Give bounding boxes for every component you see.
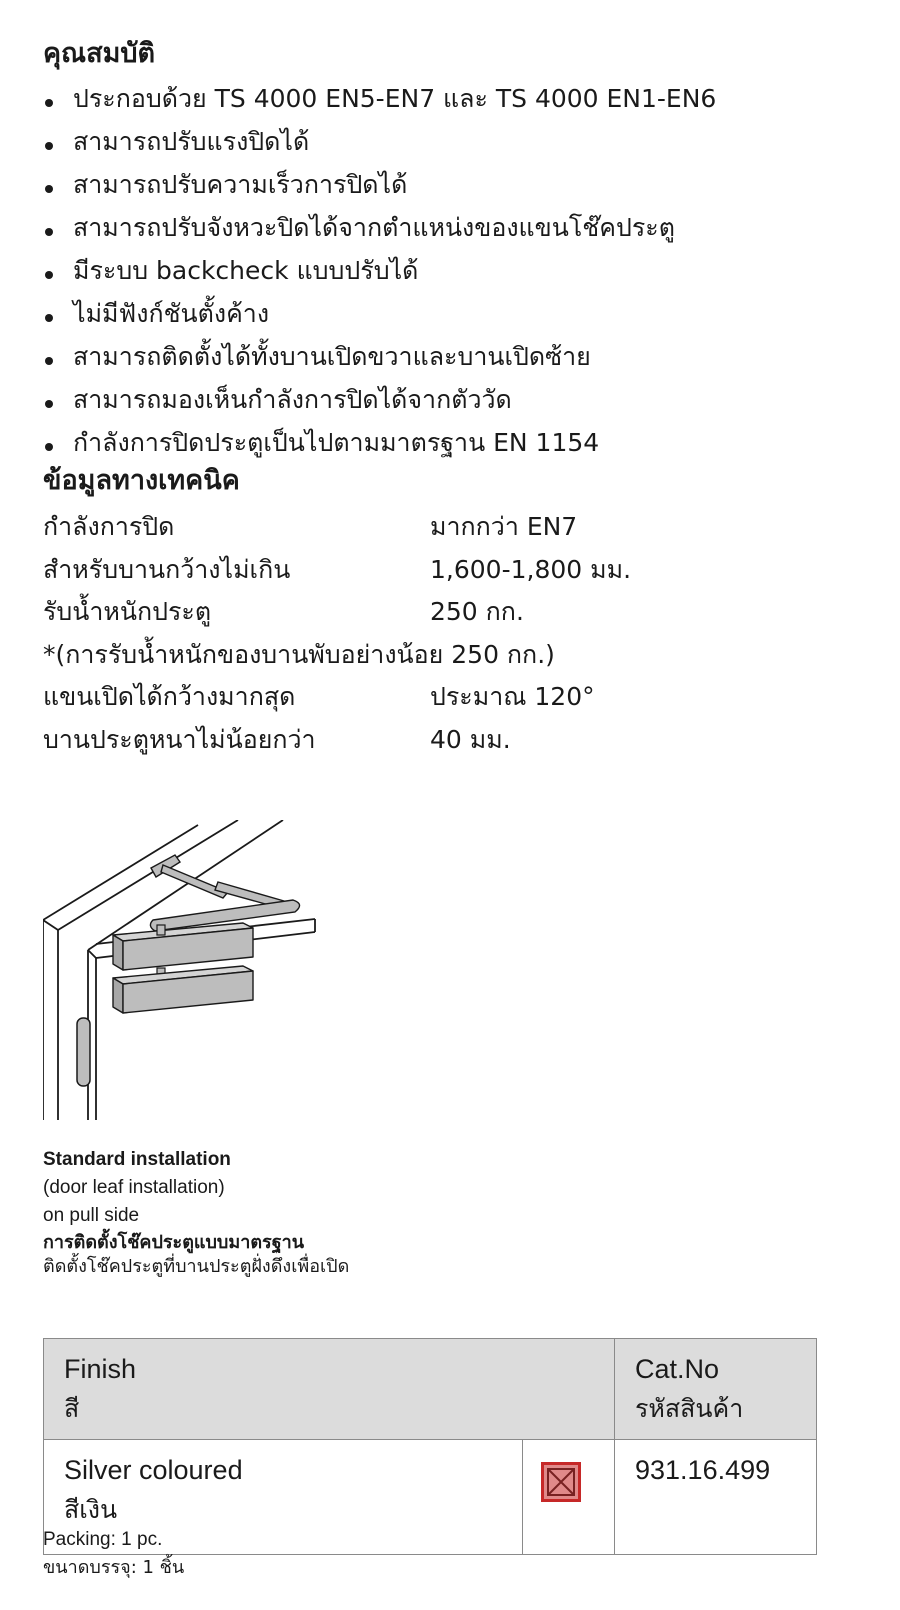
header-finish-cell [44, 1339, 615, 1440]
features-heading: คุณสมบัติ [43, 38, 156, 69]
spec-note-text: *(การรับน้ำหนักของบานพับอย่างน้อย 250 กก.) [43, 639, 555, 669]
caption-title: Standard installation [43, 1149, 231, 1170]
feature-item: สามารถปรับแรงปิดได้ [43, 123, 716, 166]
missing-image-icon [541, 1462, 581, 1502]
spec-value: มากกว่า EN7 [430, 512, 578, 541]
features-list [43, 80, 716, 467]
spec-value: 250 กก. [430, 597, 524, 627]
header-cat-en: Cat.No [635, 1354, 720, 1384]
caption-line: on pull side [43, 1205, 140, 1226]
packing-info [43, 1526, 184, 1582]
feature-item: ประกอบด้วย TS 4000 EN5-EN7 และ TS 4000 EN1-EN6 [43, 80, 716, 123]
header-finish-en: Finish [64, 1354, 137, 1384]
feature-item: สามารถติดตั้งได้ทั้งบานเปิดขวาและบานเปิดซ้าย [43, 338, 716, 381]
caption-line: (door leaf installation) [43, 1177, 225, 1198]
feature-item: กำลังการปิดประตูเป็นไปตามมาตรฐาน EN 1154 [43, 424, 716, 467]
spec-label: สำหรับบานกว้างไม่เกิน [43, 554, 291, 584]
table-header-row [44, 1339, 817, 1440]
door-closer-illustration [43, 820, 333, 1120]
header-cat-cell [615, 1339, 817, 1440]
finish-table [43, 1338, 817, 1555]
closer-body-upper [113, 923, 253, 970]
spec-label: รับน้ำหนักประตู [43, 597, 212, 627]
installation-caption [43, 1146, 349, 1282]
finish-th: สีเงิน [64, 1495, 118, 1524]
packing-en: Packing: 1 pc. [43, 1529, 163, 1550]
spec-value: 1,600-1,800 มม. [430, 554, 632, 584]
finish-en: Silver coloured [64, 1455, 243, 1485]
header-finish-th: สี [64, 1394, 80, 1423]
cat-no: 931.16.499 [635, 1455, 771, 1485]
technical-heading: ข้อมูลทางเทคนิค [43, 465, 240, 496]
feature-item: สามารถมองเห็นกำลังการปิดได้จากตัววัด [43, 381, 716, 424]
caption-thai-line: ติดตั้งโช๊คประตูที่บานประตูฝั่งดึงเพื่อเปิด [43, 1256, 350, 1277]
feature-item: สามารถปรับจังหวะปิดได้จากตำแหน่งของแขนโช๊คประตู [43, 209, 716, 252]
spec-value: ประมาณ 120° [430, 682, 595, 712]
feature-item: มีระบบ backcheck แบบปรับได้ [43, 252, 716, 295]
spec-value: 40 มม. [430, 724, 511, 754]
packing-th: ขนาดบรรจุ: 1 ชิ้น [43, 1557, 185, 1578]
feature-item: สามารถปรับความเร็วการปิดได้ [43, 166, 716, 209]
spec-label: กำลังการปิด [43, 512, 175, 541]
hinge-shape [77, 1018, 90, 1086]
cat-no-cell [615, 1440, 817, 1555]
header-cat-th: รหัสสินค้า [635, 1394, 744, 1423]
feature-item: ไม่มีฟังก์ชันตั้งค้าง [43, 295, 716, 338]
closer-body-lower [113, 966, 253, 1013]
swatch-cell [522, 1440, 615, 1555]
caption-thai-title: การติดตั้งโช๊คประตูแบบมาตรฐาน [43, 1232, 305, 1253]
spec-label: แขนเปิดได้กว้างมากสุด [43, 682, 296, 712]
spec-label: บานประตูหนาไม่น้อยกว่า [43, 724, 316, 754]
